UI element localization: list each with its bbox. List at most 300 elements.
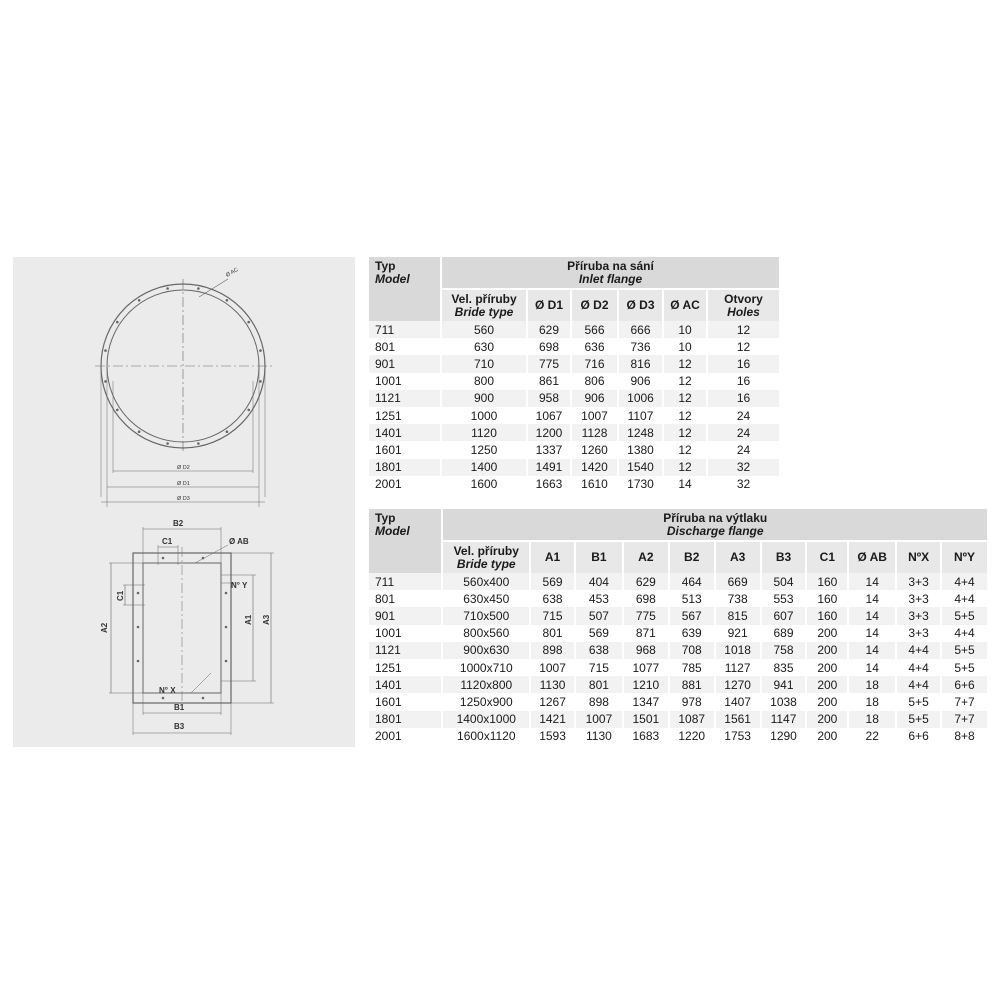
discharge-a1-label: A1 <box>244 614 253 625</box>
value-cell: 200 <box>806 676 848 693</box>
model-cell: 1601 <box>369 693 442 710</box>
inlet-col-label: Ø D3 <box>626 298 655 312</box>
value-cell: 1087 <box>669 711 715 728</box>
value-cell: 968 <box>623 642 669 659</box>
value-cell: 1248 <box>618 424 663 441</box>
bolt-hole <box>138 430 141 433</box>
bolt-hole <box>202 697 205 700</box>
discharge-model-header <box>369 509 442 573</box>
value-cell: 900 <box>441 390 527 407</box>
value-cell: 638 <box>530 590 575 607</box>
value-cell: 18 <box>848 711 896 728</box>
discharge-col-label: A1 <box>544 550 561 564</box>
value-cell: 775 <box>623 607 669 624</box>
value-cell: 464 <box>669 573 715 590</box>
value-cell: 14 <box>848 642 896 659</box>
value-cell: 698 <box>623 590 669 607</box>
value-cell: 785 <box>669 659 715 676</box>
value-cell: 639 <box>669 625 715 642</box>
value-cell: 507 <box>575 607 623 624</box>
value-cell: 12 <box>663 459 707 476</box>
inlet-model-header <box>369 257 441 321</box>
value-cell: 816 <box>618 355 663 372</box>
value-cell: 16 <box>707 390 779 407</box>
discharge-group-header <box>442 509 987 541</box>
bolt-hole <box>166 287 169 290</box>
bolt-hole <box>137 626 140 629</box>
table-row <box>369 355 779 372</box>
value-cell: 881 <box>669 676 715 693</box>
value-cell: 1290 <box>761 728 807 745</box>
value-cell: 8+8 <box>941 728 987 745</box>
discharge-table-body <box>369 573 987 745</box>
value-cell: 629 <box>623 573 669 590</box>
table-row <box>369 338 779 355</box>
value-cell: 14 <box>848 607 896 624</box>
value-cell: 566 <box>571 321 618 338</box>
inlet-group-title-en: Inlet flange <box>578 271 643 286</box>
inlet-ac-label: Ø AC <box>225 266 240 279</box>
value-cell: 24 <box>707 424 779 441</box>
value-cell: 160 <box>806 590 848 607</box>
model-cell: 1401 <box>369 676 442 693</box>
model-cell: 1001 <box>369 625 442 642</box>
table-row <box>369 642 987 659</box>
value-cell: 1561 <box>715 711 761 728</box>
value-cell: 14 <box>848 573 896 590</box>
value-cell: 710 <box>441 355 527 372</box>
discharge-c1-side-label: C1 <box>116 590 125 601</box>
value-cell: 1007 <box>575 711 623 728</box>
value-cell: 1270 <box>715 676 761 693</box>
discharge-col-header <box>941 541 987 573</box>
table-row <box>369 373 779 390</box>
discharge-col-header <box>623 541 669 573</box>
value-cell: 630 <box>441 338 527 355</box>
discharge-col-header <box>761 541 807 573</box>
value-cell: 1130 <box>575 728 623 745</box>
value-cell: 1753 <box>715 728 761 745</box>
value-cell: 32 <box>707 459 779 476</box>
value-cell: 1400 <box>441 459 527 476</box>
bolt-hole <box>197 442 200 445</box>
value-cell: 1200 <box>527 424 571 441</box>
discharge-col-label: A3 <box>729 550 746 564</box>
discharge-col-header <box>715 541 761 573</box>
value-cell: 24 <box>707 407 779 424</box>
table-row <box>369 424 779 441</box>
value-cell: 1730 <box>618 476 663 493</box>
value-cell: 1600x1120 <box>442 728 530 745</box>
value-cell: 1663 <box>527 476 571 493</box>
table-row <box>369 693 987 710</box>
value-cell: 1210 <box>623 676 669 693</box>
table-row <box>369 476 779 493</box>
discharge-col-label: B2 <box>684 550 700 564</box>
inlet-col-label-en: Holes <box>727 304 760 319</box>
inlet-col-header <box>441 289 527 321</box>
value-cell: 1421 <box>530 711 575 728</box>
value-cell: 12 <box>663 373 707 390</box>
discharge-col-label: A2 <box>638 550 654 564</box>
value-cell: 14 <box>848 590 896 607</box>
value-cell: 1600 <box>441 476 527 493</box>
value-cell: 607 <box>761 607 807 624</box>
discharge-col-label: B3 <box>775 550 792 564</box>
value-cell: 18 <box>848 676 896 693</box>
inlet-group-header <box>441 257 779 289</box>
value-cell: 1120 <box>441 424 527 441</box>
value-cell: 24 <box>707 441 779 458</box>
value-cell: 1128 <box>571 424 618 441</box>
bolt-hole <box>259 380 262 383</box>
value-cell: 689 <box>761 625 807 642</box>
value-cell: 1380 <box>618 441 663 458</box>
value-cell: 861 <box>527 373 571 390</box>
value-cell: 18 <box>848 693 896 710</box>
table-row <box>369 711 987 728</box>
value-cell: 921 <box>715 625 761 642</box>
discharge-col-header <box>530 541 575 573</box>
value-cell: 160 <box>806 607 848 624</box>
value-cell: 3+3 <box>896 590 941 607</box>
discharge-col-label: NºY <box>953 550 976 564</box>
value-cell: 453 <box>575 590 623 607</box>
bolt-hole <box>202 557 205 560</box>
model-cell: 1121 <box>369 642 442 659</box>
value-cell: 806 <box>571 373 618 390</box>
model-cell: 1801 <box>369 459 441 476</box>
discharge-col-label: C1 <box>819 550 836 564</box>
bolt-hole <box>116 321 119 324</box>
bolt-hole <box>137 592 140 595</box>
value-cell: 1683 <box>623 728 669 745</box>
discharge-a3-label: A3 <box>262 614 271 625</box>
value-cell: 569 <box>530 573 575 590</box>
value-cell: 1491 <box>527 459 571 476</box>
bolt-hole <box>226 430 229 433</box>
value-cell: 14 <box>663 476 707 493</box>
inlet-col-header <box>571 289 618 321</box>
value-cell: 16 <box>707 355 779 372</box>
model-cell: 801 <box>369 590 442 607</box>
table-row <box>369 607 987 624</box>
table-row <box>369 407 779 424</box>
value-cell: 1018 <box>715 642 761 659</box>
value-cell: 815 <box>715 607 761 624</box>
value-cell: 10 <box>663 338 707 355</box>
bolt-hole <box>197 287 200 290</box>
table-row <box>369 441 779 458</box>
value-cell: 1127 <box>715 659 761 676</box>
discharge-group-title-en: Discharge flange <box>666 523 764 538</box>
value-cell: 800x560 <box>442 625 530 642</box>
value-cell: 569 <box>575 625 623 642</box>
value-cell: 1593 <box>530 728 575 745</box>
flange-drawings <box>13 257 355 747</box>
value-cell: 4+4 <box>941 625 987 642</box>
value-cell: 14 <box>848 625 896 642</box>
value-cell: 22 <box>848 728 896 745</box>
value-cell: 200 <box>806 711 848 728</box>
value-cell: 5+5 <box>896 711 941 728</box>
table-row <box>369 590 987 607</box>
inlet-col-label: Ø D2 <box>580 298 609 312</box>
value-cell: 1540 <box>618 459 663 476</box>
value-cell: 630x450 <box>442 590 530 607</box>
value-cell: 1420 <box>571 459 618 476</box>
discharge-group-title: Příruba na výtlaku <box>663 510 768 525</box>
value-cell: 715 <box>530 607 575 624</box>
model-cell: 1251 <box>369 407 441 424</box>
value-cell: 200 <box>806 728 848 745</box>
value-cell: 1000x710 <box>442 659 530 676</box>
discharge-col-header <box>848 541 896 573</box>
discharge-ab-label: Ø AB <box>229 537 249 546</box>
value-cell: 736 <box>618 338 663 355</box>
inlet-col-label: Ø AC <box>670 298 700 312</box>
value-cell: 800 <box>441 373 527 390</box>
model-cell: 1251 <box>369 659 442 676</box>
bolt-hole <box>247 409 250 412</box>
value-cell: 636 <box>571 338 618 355</box>
value-cell: 12 <box>663 407 707 424</box>
discharge-col-header <box>806 541 848 573</box>
inlet-flange-drawing <box>95 279 273 507</box>
value-cell: 504 <box>761 573 807 590</box>
value-cell: 898 <box>575 693 623 710</box>
table-row <box>369 659 987 676</box>
value-cell: 1120x800 <box>442 676 530 693</box>
value-cell: 1250 <box>441 441 527 458</box>
bolt-hole <box>225 660 228 663</box>
value-cell: 906 <box>618 373 663 390</box>
value-cell: 6+6 <box>941 676 987 693</box>
value-cell: 4+4 <box>896 676 941 693</box>
value-cell: 669 <box>715 573 761 590</box>
inlet-table-body <box>369 321 779 493</box>
value-cell: 775 <box>527 355 571 372</box>
value-cell: 1400x1000 <box>442 711 530 728</box>
value-cell: 801 <box>530 625 575 642</box>
discharge-col-label: Vel. příruby <box>453 543 519 558</box>
value-cell: 6+6 <box>896 728 941 745</box>
value-cell: 1610 <box>571 476 618 493</box>
value-cell: 1267 <box>530 693 575 710</box>
value-cell: 708 <box>669 642 715 659</box>
value-cell: 4+4 <box>896 642 941 659</box>
value-cell: 12 <box>663 441 707 458</box>
table-row <box>369 573 987 590</box>
value-cell: 1006 <box>618 390 663 407</box>
value-cell: 12 <box>707 321 779 338</box>
value-cell: 12 <box>663 355 707 372</box>
discharge-column-headers <box>369 541 987 573</box>
value-cell: 560 <box>441 321 527 338</box>
value-cell: 1347 <box>623 693 669 710</box>
value-cell: 12 <box>663 390 707 407</box>
bolt-hole <box>225 626 228 629</box>
value-cell: 560x400 <box>442 573 530 590</box>
inlet-group-title: Příruba na sání <box>567 258 654 273</box>
bolt-hole <box>138 299 141 302</box>
value-cell: 1220 <box>669 728 715 745</box>
inlet-d1-label: Ø D1 <box>177 481 190 487</box>
value-cell: 3+3 <box>896 607 941 624</box>
value-cell: 958 <box>527 390 571 407</box>
model-cell: 901 <box>369 607 442 624</box>
discharge-model-label: Typ <box>375 511 396 525</box>
discharge-ab-leader <box>195 545 228 563</box>
discharge-col-header <box>575 541 623 573</box>
value-cell: 835 <box>761 659 807 676</box>
model-cell: 2001 <box>369 728 442 745</box>
value-cell: 16 <box>707 373 779 390</box>
value-cell: 200 <box>806 659 848 676</box>
model-cell: 901 <box>369 355 441 372</box>
value-cell: 5+5 <box>941 642 987 659</box>
value-cell: 4+4 <box>941 590 987 607</box>
value-cell: 1007 <box>530 659 575 676</box>
value-cell: 698 <box>527 338 571 355</box>
bolt-hole <box>166 442 169 445</box>
value-cell: 1260 <box>571 441 618 458</box>
table-row <box>369 459 779 476</box>
value-cell: 4+4 <box>896 659 941 676</box>
value-cell: 716 <box>571 355 618 372</box>
bolt-hole <box>162 557 165 560</box>
inlet-col-header <box>663 289 707 321</box>
bolt-hole <box>247 321 250 324</box>
value-cell: 871 <box>623 625 669 642</box>
value-cell: 200 <box>806 693 848 710</box>
discharge-nx-leader <box>191 673 211 693</box>
model-cell: 1121 <box>369 390 441 407</box>
value-cell: 10 <box>663 321 707 338</box>
value-cell: 1038 <box>761 693 807 710</box>
value-cell: 1067 <box>527 407 571 424</box>
flange-drawing-panel <box>13 257 355 747</box>
value-cell: 404 <box>575 573 623 590</box>
discharge-col-label: Ø AB <box>857 550 887 564</box>
value-cell: 513 <box>669 590 715 607</box>
value-cell: 900x630 <box>442 642 530 659</box>
value-cell: 3+3 <box>896 625 941 642</box>
bolt-hole <box>104 380 107 383</box>
value-cell: 1130 <box>530 676 575 693</box>
model-cell: 1001 <box>369 373 441 390</box>
discharge-col-header <box>669 541 715 573</box>
value-cell: 1501 <box>623 711 669 728</box>
value-cell: 1107 <box>618 407 663 424</box>
bolt-hole <box>116 409 119 412</box>
discharge-col-label: NºX <box>908 550 930 564</box>
value-cell: 1337 <box>527 441 571 458</box>
value-cell: 1407 <box>715 693 761 710</box>
value-cell: 5+5 <box>896 693 941 710</box>
model-cell: 1601 <box>369 441 441 458</box>
discharge-b1-label: B1 <box>174 703 185 712</box>
value-cell: 1250x900 <box>442 693 530 710</box>
inlet-col-label: Otvory <box>724 291 763 306</box>
table-row <box>369 676 987 693</box>
discharge-b2-label: B2 <box>173 519 184 528</box>
bolt-hole <box>225 592 228 595</box>
value-cell: 801 <box>575 676 623 693</box>
value-cell: 200 <box>806 642 848 659</box>
value-cell: 3+3 <box>896 573 941 590</box>
value-cell: 758 <box>761 642 807 659</box>
inlet-col-label-en: Bride type <box>454 304 514 319</box>
value-cell: 1000 <box>441 407 527 424</box>
value-cell: 715 <box>575 659 623 676</box>
table-row <box>369 625 987 642</box>
value-cell: 941 <box>761 676 807 693</box>
discharge-col-label-en: Bride type <box>456 556 516 571</box>
discharge-model-label-en: Model <box>375 524 410 538</box>
discharge-col-label: B1 <box>591 550 607 564</box>
value-cell: 638 <box>575 642 623 659</box>
discharge-flange-table <box>369 509 987 745</box>
discharge-nx-label: N° X <box>159 686 176 695</box>
value-cell: 32 <box>707 476 779 493</box>
bolt-hole <box>259 349 262 352</box>
value-cell: 4+4 <box>941 573 987 590</box>
value-cell: 5+5 <box>941 659 987 676</box>
value-cell: 12 <box>663 424 707 441</box>
table-row <box>369 321 779 338</box>
inlet-col-label: Vel. příruby <box>451 291 517 306</box>
value-cell: 898 <box>530 642 575 659</box>
inlet-flange-table <box>369 257 779 493</box>
inlet-col-header <box>527 289 571 321</box>
value-cell: 1147 <box>761 711 807 728</box>
inlet-d2-label: Ø D2 <box>177 465 190 471</box>
table-row <box>369 728 987 745</box>
discharge-flange-drawing <box>109 527 274 735</box>
bolt-hole <box>226 299 229 302</box>
value-cell: 7+7 <box>941 711 987 728</box>
value-cell: 12 <box>707 338 779 355</box>
value-cell: 553 <box>761 590 807 607</box>
model-cell: 1401 <box>369 424 441 441</box>
discharge-ny-label: N° Y <box>231 581 248 590</box>
value-cell: 629 <box>527 321 571 338</box>
value-cell: 160 <box>806 573 848 590</box>
inlet-model-label-en: Model <box>375 272 410 286</box>
model-cell: 711 <box>369 573 442 590</box>
value-cell: 5+5 <box>941 607 987 624</box>
discharge-col-header <box>896 541 941 573</box>
value-cell: 738 <box>715 590 761 607</box>
value-cell: 1007 <box>571 407 618 424</box>
value-cell: 1077 <box>623 659 669 676</box>
inlet-col-header <box>707 289 779 321</box>
bolt-hole <box>162 697 165 700</box>
model-cell: 711 <box>369 321 441 338</box>
inlet-col-header <box>618 289 663 321</box>
model-cell: 801 <box>369 338 441 355</box>
bolt-hole <box>104 349 107 352</box>
value-cell: 200 <box>806 625 848 642</box>
inlet-col-label: Ø D1 <box>534 298 563 312</box>
discharge-col-header <box>442 541 530 573</box>
value-cell: 14 <box>848 659 896 676</box>
inlet-model-label: Typ <box>375 259 396 273</box>
discharge-c1-top-label: C1 <box>162 537 173 546</box>
model-cell: 1801 <box>369 711 442 728</box>
value-cell: 666 <box>618 321 663 338</box>
